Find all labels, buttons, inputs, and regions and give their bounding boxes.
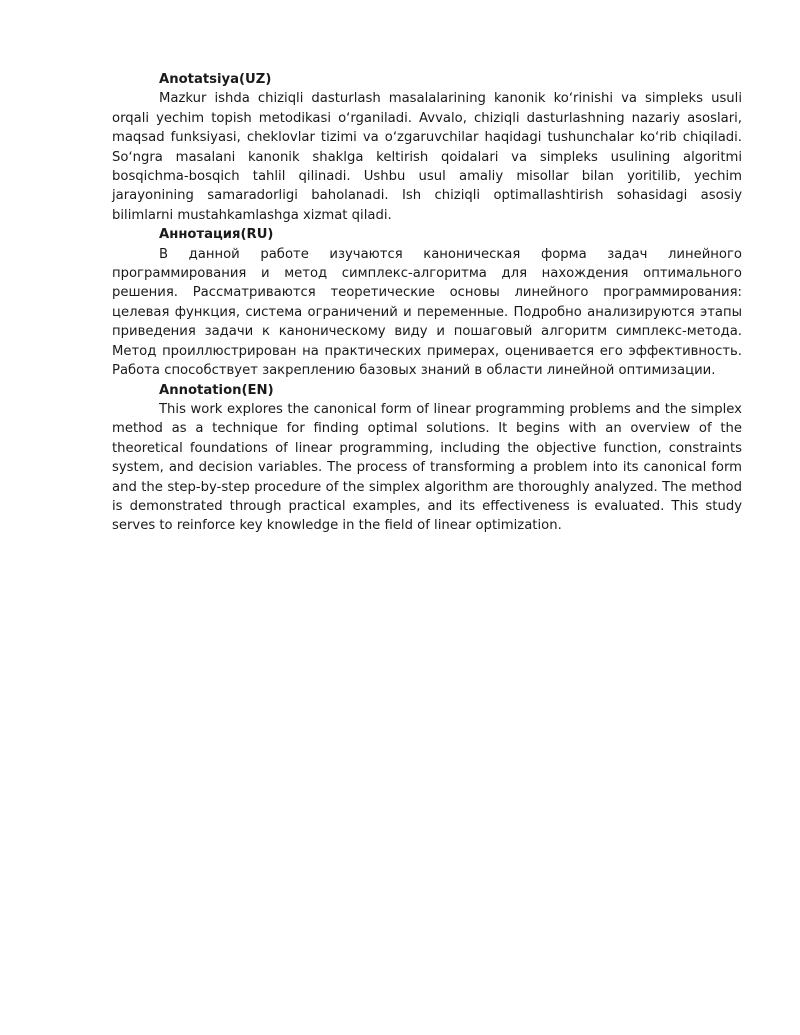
abstract-uz-heading: Anotatsiya(UZ) xyxy=(159,72,272,87)
abstract-uz xyxy=(112,70,742,225)
document-page xyxy=(112,70,742,536)
abstract-ru xyxy=(112,225,742,380)
abstract-en xyxy=(112,381,742,536)
abstract-ru-body: В данной работе изучаются каноническая форма задач линейного программирования и метод симплекс-алгоритма для нахождения оптимального решения. Рассматриваются теоретические основы линейного программирования: целевая функция, система ограничений и переменные. Подробно анализируются этапы приведения задачи к каноническому виду и пошаговый алгоритм симплекс-метода. Метод проиллюстрирован на практических примерах, оценивается его эффективность. Работа способствует закреплению базовых знаний в области линейной оптимизации. xyxy=(112,246,742,379)
abstract-en-heading: Annotation(EN) xyxy=(159,382,274,398)
abstract-ru-heading: Аннотация(RU) xyxy=(159,227,274,243)
abstract-en-body: This work explores the canonical form of linear programming problems and the simplex method as a technique for finding optimal solutions. It begins with an overview of the theoretical foundations of linear programming, including the objective function, constraints system, and decision variables. The process of transforming a problem into its canonical form and the step-by-step procedure of the simplex algorithm are thoroughly analyzed. The method is demonstrated through practical examples, and its effectiveness is evaluated. This study serves to reinforce key knowledge in the field of linear optimization. xyxy=(112,401,742,534)
abstract-uz-body: Mazkur ishda chiziqli dasturlash masalalarining kanonik koʻrinishi va simpleks usuli orqali yechim topish metodikasi oʻrganiladi. Avvalo, chiziqli dasturlashning nazariy asoslari, maqsad funksiyasi, cheklovlar tizimi va oʻzgaruvchilar haqidagi tushunchalar koʻrib chiqiladi. Soʻngra masalani kanonik shaklga keltirish qoidalari va simpleks usulining algoritmi bosqichma-bosqich tahlil qilinadi. Ushbu usul amaliy misollar bilan yoritilib, yechim jarayonining samaradorligi baholanadi. Ish chiziqli optimallashtirish sohasidagi asosiy bilimlarni mustahkamlashga xizmat qiladi. xyxy=(112,91,742,223)
